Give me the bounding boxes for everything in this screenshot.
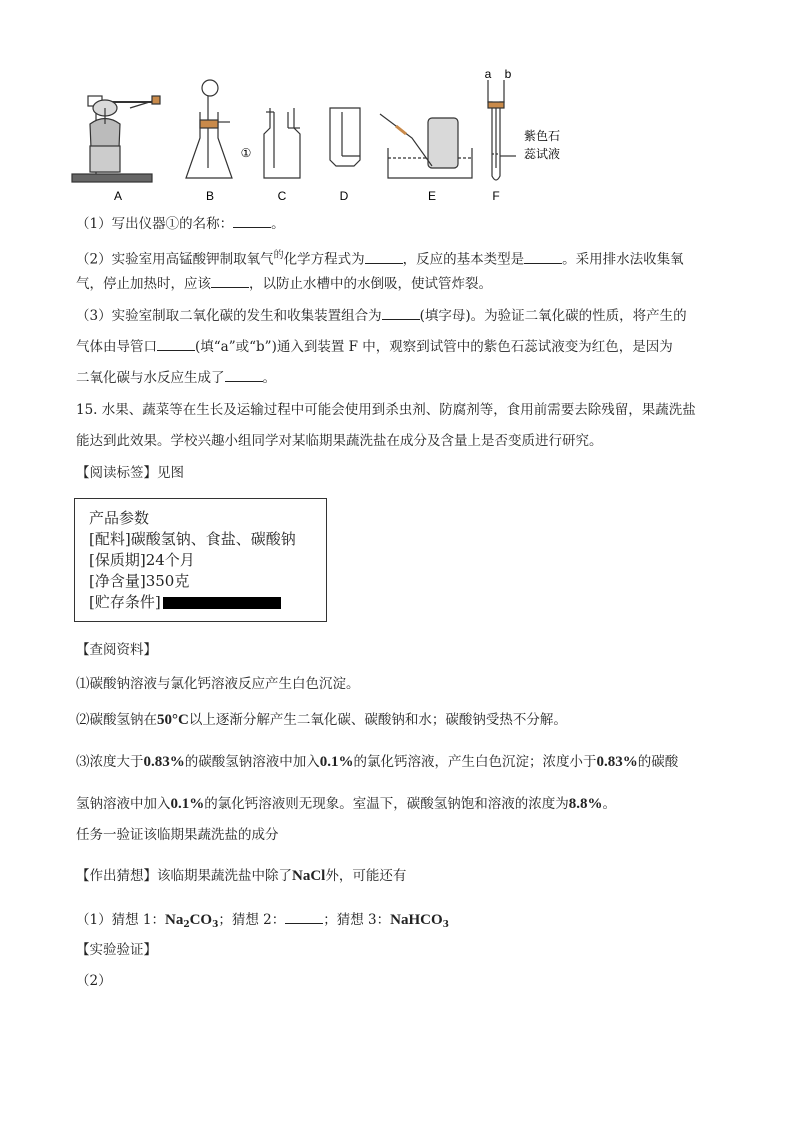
info-2-temp: 50°C xyxy=(157,712,189,728)
q15-line1: 15. 水果、蔬菜等在生长及运输过程中可能会使用到杀虫剂、防腐剂等，食用前需要去除残留，果蔬洗盐 xyxy=(76,402,696,418)
apparatus-e xyxy=(380,114,472,178)
info-item-3 xyxy=(76,752,678,772)
q1-line xyxy=(76,214,285,234)
product-label-box xyxy=(74,498,327,622)
apparatus-label-e: E xyxy=(427,189,437,203)
q2-line1 xyxy=(76,246,684,270)
q2-text-d: 。采用排水法收集氧 xyxy=(562,251,684,268)
info-3-p5: 8.8% xyxy=(568,796,603,812)
info-3-g: 。 xyxy=(602,796,616,812)
q2-text-f: ，以防止水槽中的水倒吸，使试管炸裂。 xyxy=(249,276,492,292)
info-3-p1: 0.83% xyxy=(143,754,185,770)
storage-text: [贮存条件] xyxy=(89,593,161,611)
info-2-b: 以上逐渐分解产生二氧化碳、碳酸钠和水；碳酸钠受热不分解。 xyxy=(188,712,567,728)
apparatus-label-a: A xyxy=(113,189,123,203)
info-item-3-line2 xyxy=(76,794,616,814)
q3-blank-3[interactable] xyxy=(225,369,263,382)
q3-text-b: (填字母)。为验证二氧化碳的性质，将产生的 xyxy=(419,308,687,324)
guess-2: ；猜想 2： xyxy=(218,912,286,928)
guess-1-sub2: 3 xyxy=(212,920,219,930)
q2-text-e: 气，停止加热时，应该 xyxy=(76,276,211,292)
q1-blank[interactable] xyxy=(233,215,271,228)
product-label-ingredients: [配料]碳酸氢钠、食盐、碳酸钠 xyxy=(89,530,296,548)
q15-line2: 能达到此效果。学校兴趣小组同学对某临期果蔬洗盐在成分及含量上是否变质进行研究。 xyxy=(76,433,603,449)
q3-text-d: (填“a”或“b”)通入到装置 F 中，观察到试管中的紫色石蕊试液变为红色，是因为 xyxy=(195,339,673,355)
guess-3-sub: 3 xyxy=(442,920,449,930)
apparatus-c xyxy=(264,108,300,178)
tube-label-a: a xyxy=(484,68,492,81)
q3-text-a: （3）实验室制取二氧化碳的发生和收集装置组合为 xyxy=(76,308,382,324)
product-label-title: 产品参数 xyxy=(89,509,150,527)
apparatus-figure xyxy=(60,68,580,208)
product-label-net-content: [净含量]350克 xyxy=(89,572,190,590)
q3-text-f: 。 xyxy=(262,370,276,386)
info-label: 【查阅资料】 xyxy=(76,642,157,658)
info-item-2 xyxy=(76,710,567,730)
q1-text: （1）写出仪器①的名称： xyxy=(76,216,234,232)
guess-3: ；猜想 3： xyxy=(323,912,391,928)
guess-nacl: NaCl xyxy=(292,868,326,884)
guess-1-sub1: 2 xyxy=(183,920,190,930)
q2-sup: 的 xyxy=(273,250,284,261)
redacted-bar xyxy=(163,597,281,609)
info-3-p4: 0.1% xyxy=(170,796,205,812)
experiment-label: 【实验验证】 xyxy=(76,942,157,958)
guess-heading xyxy=(76,866,406,886)
info-3-d: 的碳酸 xyxy=(637,754,679,770)
q1-end: 。 xyxy=(271,216,285,232)
q3-text-c: 气体由导管口 xyxy=(76,339,157,355)
guess-a: 【作出猜想】该临期果蔬洗盐中除了 xyxy=(76,868,292,884)
guesses-line xyxy=(76,910,449,935)
info-3-f: 的氯化钙溶液则无现象。室温下，碳酸氢钠饱和溶液的浓度为 xyxy=(204,796,569,812)
q2-line2 xyxy=(76,274,492,294)
task-one: 任务一验证该临期果蔬洗盐的成分 xyxy=(76,827,279,843)
guess-2-blank[interactable] xyxy=(285,911,323,924)
q3-line3 xyxy=(76,368,276,388)
q2-text-b: 化学方程式为 xyxy=(283,251,365,268)
info-3-c: 的氯化钙溶液，产生白色沉淀；浓度小于 xyxy=(353,754,597,770)
q2-blank-2[interactable] xyxy=(524,251,562,264)
circle-label: ① xyxy=(240,146,252,160)
q-next: （2） xyxy=(76,973,112,989)
apparatus-d xyxy=(330,108,360,166)
q2-text-a: （2）实验室用高锰酸钾制取氧气 xyxy=(76,251,274,268)
q2-blank-3[interactable] xyxy=(211,275,249,288)
info-3-a: ⑶浓度大于 xyxy=(76,754,144,770)
product-label-shelf-life: [保质期]24个月 xyxy=(89,551,195,569)
info-3-p3: 0.83% xyxy=(596,754,638,770)
guess-1-formula-b: CO xyxy=(189,912,213,928)
indicator-label-2: 蕊试液 xyxy=(523,147,561,161)
info-3-b: 的碳酸氢钠溶液中加入 xyxy=(184,754,320,770)
apparatus-a xyxy=(72,96,160,182)
info-2-a: ⑵碳酸氢钠在 xyxy=(76,712,157,728)
apparatus-label-b: B xyxy=(205,189,215,203)
reading-label: 【阅读标签】见图 xyxy=(76,465,184,481)
product-label-storage xyxy=(89,591,281,612)
q3-line2 xyxy=(76,337,673,357)
q3-blank-2[interactable] xyxy=(157,338,195,351)
q3-text-e: 二氧化碳与水反应生成了 xyxy=(76,370,225,386)
info-item-1: ⑴碳酸钠溶液与氯化钙溶液反应产生白色沉淀。 xyxy=(76,676,360,692)
tube-label-b: b xyxy=(504,68,512,81)
apparatus-label-f: F xyxy=(492,189,500,203)
info-3-e: 氢钠溶液中加入 xyxy=(76,796,171,812)
apparatus-f xyxy=(488,80,516,180)
guess-b: 外，可能还有 xyxy=(325,868,407,884)
q3-blank-1[interactable] xyxy=(382,307,420,320)
indicator-label-1: 紫色石 xyxy=(523,129,561,143)
q2-text-c: ，反应的基本类型是 xyxy=(402,251,525,268)
guess-1: （1）猜想 1： xyxy=(76,912,165,928)
apparatus-label-d: D xyxy=(339,189,349,203)
apparatus-b xyxy=(186,80,232,178)
q2-blank-1[interactable] xyxy=(365,251,403,264)
guess-1-formula-a: Na xyxy=(164,912,184,928)
guess-3-formula: NaHCO xyxy=(390,912,443,928)
q3-line1 xyxy=(76,306,687,326)
info-3-p2: 0.1% xyxy=(319,754,354,770)
apparatus-label-c: C xyxy=(277,189,287,203)
